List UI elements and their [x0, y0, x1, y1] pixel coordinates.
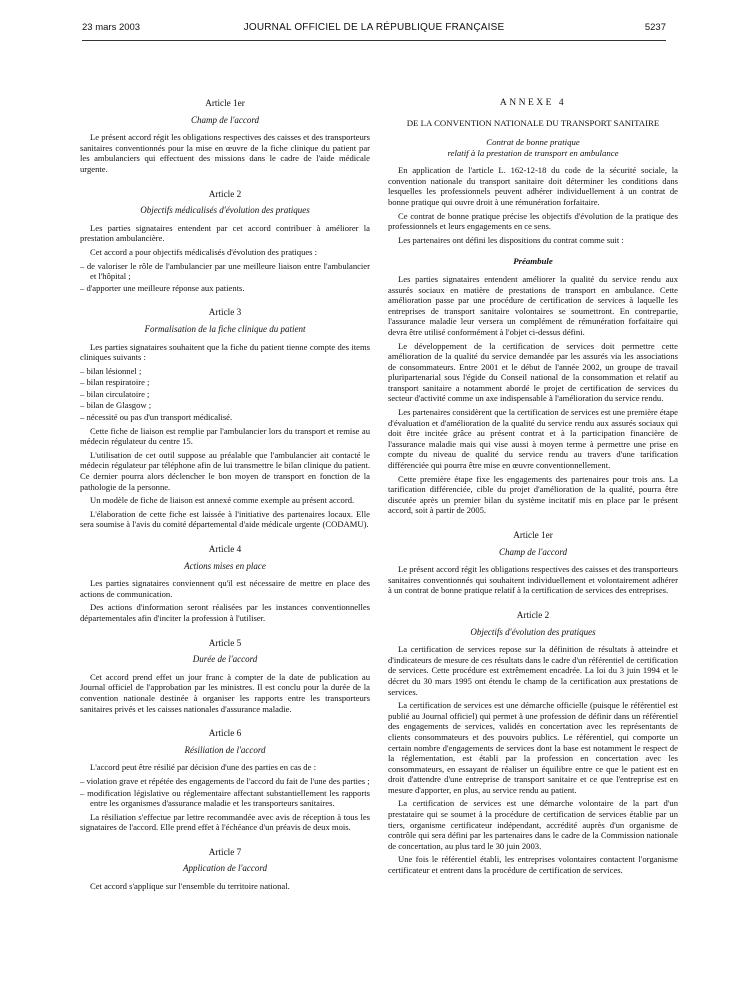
article-6-paragraph: L'accord peut être résilié par décision d'une des parties en cas de : — [90, 762, 316, 773]
list-item: – nécessité ou pas d'un transport médicalisé. — [80, 412, 233, 423]
article-2-list — [80, 261, 370, 294]
contract-title-line-1: Contrat de bonne pratique — [486, 137, 580, 148]
article-4-paragraph: Des actions d'information seront réalisées par les instances conventionnelles départementales afin d'inciter la profession à l'utiliser. — [80, 602, 370, 623]
article-4-subtitle: Actions mises en place — [184, 560, 266, 571]
list-item: – de valoriser le rôle de l'ambulancier par une meilleure liaison entre l'ambulancier et l'hôpital ; — [80, 260, 370, 282]
contract-article-1-paragraph: Le présent accord régit les obligations respectives des caisses et des transporteurs sanitaires conventionnés qui souhaitent individuellement et volontairement adhérer à un contrat de bonne pratique relatif à la certification de services des entreprises. — [388, 564, 678, 596]
article-3-subtitle: Formalisation de la fiche clinique du patient — [144, 323, 306, 334]
right-column — [388, 98, 678, 879]
contract-article-2-subtitle: Objectifs d'évolution des pratiques — [470, 626, 596, 637]
article-3-paragraph: L'utilisation de cet outil suppose au préalable que l'ambulancier ait contacté le médecin régulateur par téléphone afin de lui transmettre le bilan clinique du patient. Ce dernier pourra alors déclencher le bon moyen de transport en fonction de la pathologie de la personne. — [80, 449, 370, 492]
article-3-paragraph: L'élaboration de cette fiche est laissée à l'initiative des partenaires locaux. Elle sera soumise à l'avis du comité départemental d'aide médicale urgente (CODAMU). — [80, 508, 370, 530]
article-2-paragraph: Cet accord a pour objectifs médicalisés d'évolution des pratiques : — [90, 246, 318, 257]
list-item: – d'apporter une meilleure réponse aux patients. — [80, 282, 245, 293]
article-2-paragraph: Les parties signataires entendent par cet accord contribuer à améliorer la prestation ambulancière. — [80, 222, 370, 244]
intro-paragraph: Les partenaires ont défini les dispositions du contrat comme suit : — [398, 234, 624, 245]
contract-article-2-title: Article 2 — [516, 609, 550, 620]
article-5-subtitle: Durée de l'accord — [192, 654, 258, 665]
preambule-paragraph: Le développement de la certification de services doit permettre cette amélioration de la qualité du service demandée par les assurés via les associations de consommateurs. Entre 2001 et le début de l'année 2002, un groupe de travail pluripartenarial sous l'égide du Conseil national de la consommation et relatif au transport sanitaire a notamment abordé le projet de certification de services du secteur d'activité comme un axe indispensable à l'amélioration du service rendu. — [388, 340, 678, 404]
article-3-paragraph: Un modèle de fiche de liaison est annexé comme exemple au présent accord. — [90, 495, 355, 506]
contract-article-2-paragraph: La certification de services est une démarche volontaire de la part d'un prestataire qui se soumet à la procédure de certification de services établie par un tiers, organisme certificateur indépendant, accrédité auprès d'un organisme de contrôle qui sera défini par les partenaires dans le cadre de la Commission nationale de concertation, au plus tard le 30 juin 2003. — [388, 798, 678, 851]
list-item: – bilan respiratoire ; — [80, 377, 150, 388]
article-3-list — [80, 366, 370, 423]
article-3-paragraph: Les parties signataires souhaitent que la fiche du patient tienne compte des items cliniques suivants : — [80, 341, 370, 363]
left-column — [80, 98, 370, 895]
article-7-paragraph: Cet accord s'applique sur l'ensemble du territoire national. — [90, 881, 290, 892]
header-page-number: 5237 — [644, 22, 666, 33]
convention-heading: DE LA CONVENTION NATIONALE DU TRANSPORT SANITAIRE — [406, 117, 660, 128]
annexe-heading: ANNEXE 4 — [499, 98, 567, 108]
article-6-subtitle: Résiliation de l'accord — [184, 744, 266, 755]
article-2-title: Article 2 — [208, 188, 242, 199]
contract-article-1-title: Article 1er — [513, 530, 553, 540]
contract-article-1-subtitle: Champ de l'accord — [498, 546, 568, 557]
list-item: – bilan circulatoire ; — [80, 388, 150, 399]
list-item: – bilan de Glasgow ; — [80, 400, 152, 411]
page-header — [82, 18, 666, 41]
preambule-heading: Préambule — [513, 256, 553, 267]
article-4-paragraph: Les parties signataires conviennent qu'il est nécessaire de mettre en place des actions de communication. — [80, 578, 370, 599]
article-7-title: Article 7 — [208, 846, 242, 857]
contract-article-2-paragraph: Une fois le référentiel établi, les entreprises volontaires contactent l'organisme certificateur et entrent dans la procédure de certification de services. — [388, 854, 678, 876]
header-journal-title: JOURNAL OFFICIEL DE LA RÉPUBLIQUE FRANÇAISE — [243, 22, 505, 33]
article-5-paragraph: Cet accord prend effet un jour franc à compter de la date de publication au Journal officiel de l'approbation par les ministres. Il est conclu pour la durée de la convention nationale destinée à organiser les rapports entre les transporteurs sanitaires privés et les caisses nationales d'assurance maladie. — [80, 671, 370, 714]
article-1-paragraph: Le présent accord régit les obligations respectives des caisses et des transporteurs sanitaires conventionnés pour la mise en œuvre de la fiche clinique du patient par les ambulanciers qui effectuent des missions dans le cadre de l'aide médicale urgente. — [80, 132, 370, 174]
contract-title — [388, 137, 678, 158]
article-7-subtitle: Application de l'accord — [182, 863, 268, 874]
header-date: 23 mars 2003 — [82, 22, 141, 33]
contract-article-2-paragraph: La certification de services est une démarche officielle (puisque le référentiel est publié au Journal officiel) qui permet à une profession de définir dans un référentiel des engagements de services, validés en concertation avec les représentants de clients consommateurs et des pouvoirs publics. Le référentiel, qui comporte un certain nombre d'engagements de services dont la base est notamment le respect de la réglementation, est établi par la profession en concertation avec les consommateurs, en essayant de réaliser un équilibre entre ce que le patient est en droit d'attendre d'une entreprise de transport sanitaire et ce que l'entreprise est en mesure d'apporter, en plus, au service rendu au patient. — [388, 700, 678, 795]
article-3-paragraph: Cette fiche de liaison est remplie par l'ambulancier lors du transport et remise au médecin régulateur du centre 15. — [80, 425, 370, 447]
preambule-paragraph: Cette première étape fixe les engagements des partenaires pour trois ans. La tarification différenciée, cible du projet d'amélioration de la qualité, pourra être discutée après un premier bilan du système incitatif mis en place par le présent accord, soit à partir de 2005. — [388, 473, 678, 516]
preambule-paragraph: Les partenaires considèrent que la certification de services est une première étape d'évaluation et d'amélioration de la qualité du service rendu aux assurés sociaux qui doit être incitée grâce au présent contrat et à la participation financière de l'assurance maladie mais qui vise aussi à moyen terme à permettre une prise en compte du niveau de qualité du service rendu au travers d'une tarification différenciée qui pourra être mise en œuvre conventionnellement. — [388, 407, 678, 471]
article-1-title: Article 1er — [205, 98, 245, 108]
intro-paragraph: Ce contrat de bonne pratique précise les objectifs d'évolution de la pratique des professionnels et leurs engagements en ce sens. — [388, 210, 678, 232]
article-5-title: Article 5 — [208, 637, 242, 648]
article-6-paragraph: La résiliation s'effectue par lettre recommandée avec avis de réception à tous les signataires de l'accord. Elle prend effet à l'échéance d'un préavis de deux mois. — [80, 811, 370, 833]
article-3-title: Article 3 — [208, 307, 242, 318]
article-6-list — [80, 776, 370, 809]
article-2-subtitle: Objectifs médicalisés d'évolution des pratiques — [140, 205, 310, 216]
list-item: – bilan lésionnel ; — [80, 365, 142, 376]
article-6-title: Article 6 — [208, 728, 242, 739]
preambule-paragraph: Les parties signataires entendent améliorer la qualité du service rendu aux assurés sociaux en matière de prestations de transport en ambulance. Cette amélioration passe par une procédure de certification de services à laquelle les entreprises de transport sanitaire volontaires se soumettront. En contrepartie, l'assurance maladie leur versera un complément de rémunération forfaitaire qui devra être utilisé conformément à l'objet ci-dessus défini. — [388, 273, 678, 337]
list-item: – violation grave et répétée des engagements de l'accord du fait de l'une des parties ; — [80, 775, 370, 786]
intro-paragraph: En application de l'article L. 162-12-18 du code de la sécurité sociale, la convention nationale du transport sanitaire doit déterminer les conditions dans lesquelles les professionnels peuvent adhérer individuellement à un contrat de bonne pratique qui ouvre droit à une rémunération forfaitaire. — [388, 165, 678, 207]
contract-title-line-2: relatif à la prestation de transport en ambulance — [447, 147, 619, 158]
contract-article-2-paragraph: La certification de services repose sur la définition de résultats à atteindre et d'indicateurs de mesure de ces résultats dans le cadre d'un référentiel de certification de services. Cette procédure est extrêmement encadrée. La loi du 3 juin 1994 et le décret du 30 mars 1995 ont étendu le champ de la certification aux prestations de services. — [388, 644, 678, 697]
list-item: – modification législative ou réglementaire affectant substantiellement les rapports entre les organismes d'assurance maladie et les transporteurs sanitaires. — [80, 787, 370, 809]
article-1-subtitle: Champ de l'accord — [190, 114, 260, 125]
article-4-title: Article 4 — [208, 544, 242, 554]
